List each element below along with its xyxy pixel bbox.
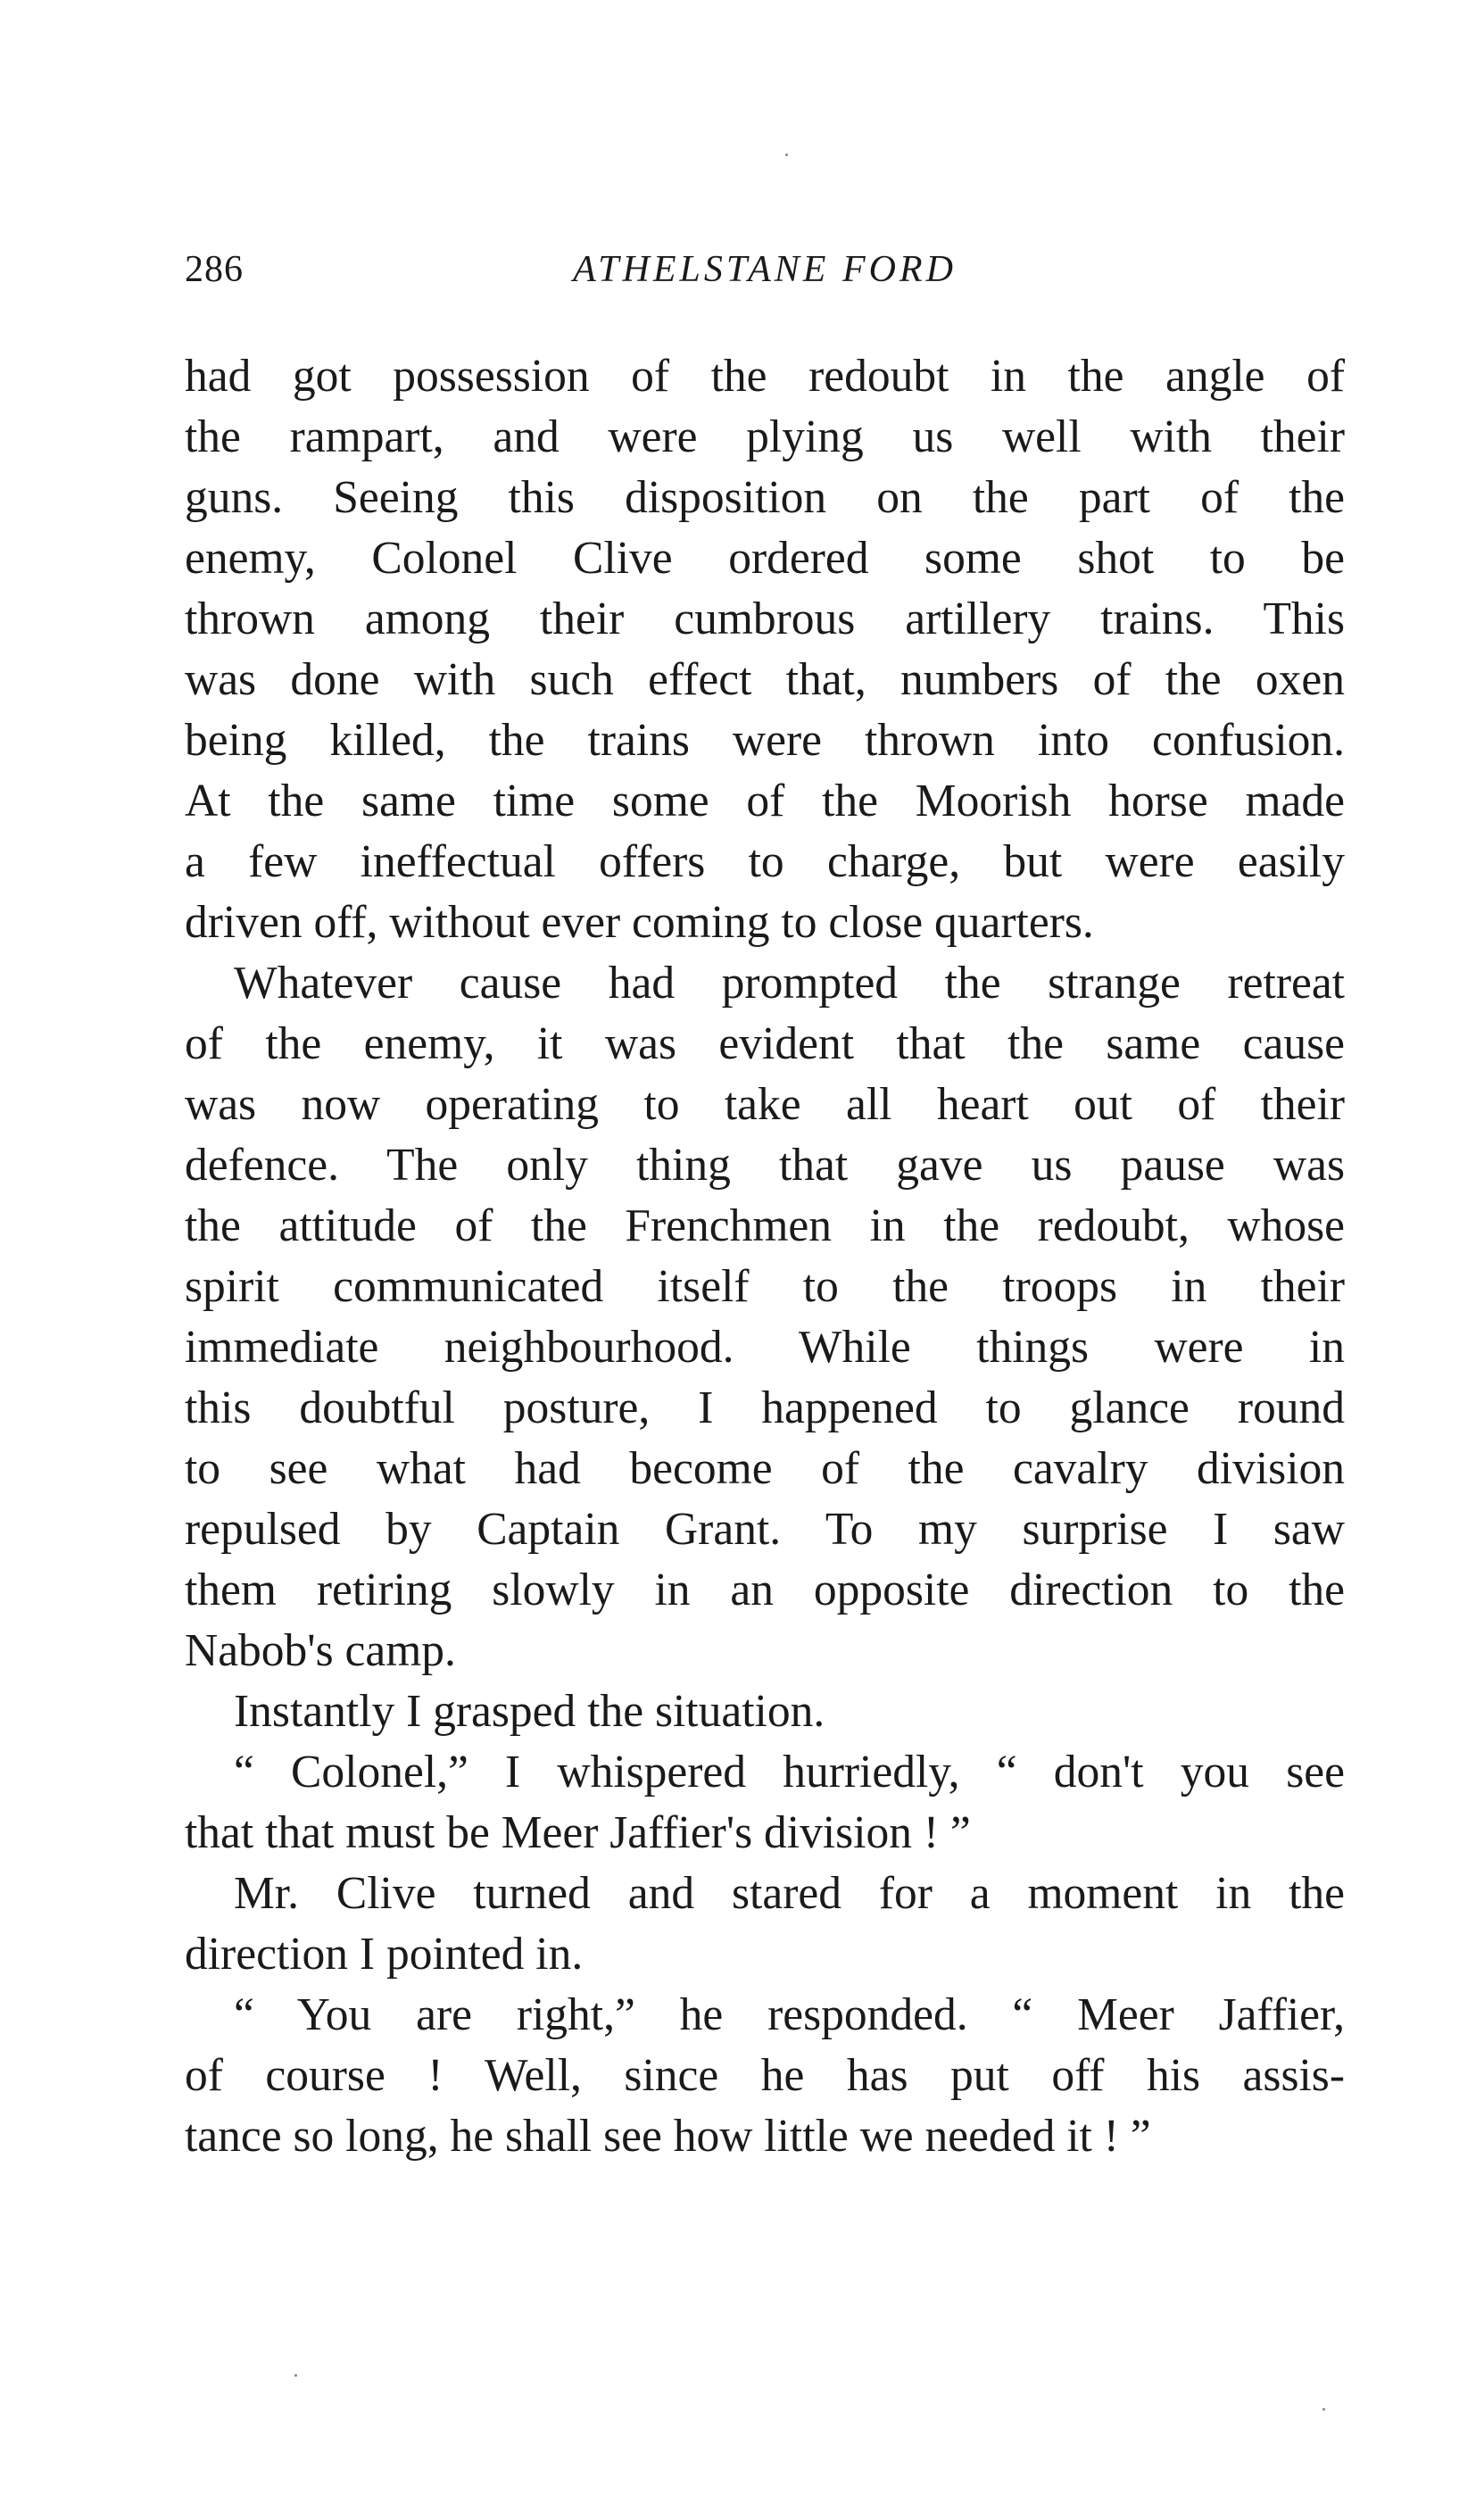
text-line: repulsed by Captain Grant. To my surprise I saw bbox=[185, 1504, 1345, 1555]
text-line: defence. The only thing that gave us pause was bbox=[185, 1140, 1345, 1191]
text-line: Mr. Clive turned and stared for a moment in the bbox=[234, 1868, 1345, 1919]
paragraph bbox=[185, 953, 1345, 1681]
text-line: the rampart, and were plying us well with their bbox=[185, 411, 1345, 462]
text-line: to see what had become of the cavalry division bbox=[185, 1443, 1345, 1494]
text-line: “ Colonel,” I whispered hurriedly, “ don't you see bbox=[234, 1747, 1345, 1797]
text-line: had got possession of the redoubt in the angle of bbox=[185, 351, 1345, 402]
text-line: driven off, without ever coming to close quarters. bbox=[185, 897, 1094, 948]
text-line: this doubtful posture, I happened to glance round bbox=[185, 1382, 1345, 1433]
page-header bbox=[185, 248, 1345, 311]
text-line: Nabob's camp. bbox=[185, 1625, 456, 1676]
body-text bbox=[185, 346, 1345, 2167]
paper-speck bbox=[1322, 2408, 1325, 2411]
text-line: thrown among their cumbrous artillery trains. This bbox=[185, 594, 1345, 644]
text-line: enemy, Colonel Clive ordered some shot to be bbox=[185, 533, 1345, 584]
text-line: Whatever cause had prompted the strange retreat bbox=[234, 958, 1345, 1009]
paragraph bbox=[185, 1985, 1345, 2167]
page-number: 286 bbox=[185, 249, 244, 290]
text-line: immediate neighbourhood. While things were in bbox=[185, 1322, 1345, 1373]
text-line: was now operating to take all heart out of their bbox=[185, 1079, 1345, 1130]
paragraph bbox=[185, 1681, 1345, 1742]
text-line: of course ! Well, since he has put off his assis- bbox=[185, 2050, 1345, 2101]
text-line: guns. Seeing this disposition on the part of the bbox=[185, 472, 1345, 523]
paragraph bbox=[185, 346, 1345, 953]
text-line: that that must be Meer Jaffier's division ! ” bbox=[185, 1807, 971, 1858]
text-line: of the enemy, it was evident that the same cause bbox=[185, 1018, 1345, 1069]
paragraph bbox=[185, 1742, 1345, 1864]
text-line: At the same time some of the Moorish horse made bbox=[185, 776, 1345, 826]
paper-speck bbox=[294, 2374, 297, 2377]
text-line: direction I pointed in. bbox=[185, 1929, 584, 1980]
text-line: was done with such effect that, numbers of the oxen bbox=[185, 654, 1345, 705]
text-line: the attitude of the Frenchmen in the redoubt, whose bbox=[185, 1200, 1345, 1251]
text-line: a few ineffectual offers to charge, but were easily bbox=[185, 836, 1345, 887]
text-line: being killed, the trains were thrown into confusion. bbox=[185, 715, 1345, 766]
running-title: ATHELSTANE FORD bbox=[573, 249, 957, 290]
text-line: tance so long, he shall see how little we needed it ! ” bbox=[185, 2111, 1151, 2162]
text-line: Instantly I grasped the situation. bbox=[234, 1686, 825, 1737]
paper-speck bbox=[785, 154, 788, 156]
text-line: “ You are right,” he responded. “ Meer Jaffier, bbox=[234, 1989, 1345, 2040]
text-line: them retiring slowly in an opposite direction to the bbox=[185, 1565, 1345, 1615]
paragraph bbox=[185, 1864, 1345, 1985]
text-line: spirit communicated itself to the troops in their bbox=[185, 1261, 1345, 1312]
